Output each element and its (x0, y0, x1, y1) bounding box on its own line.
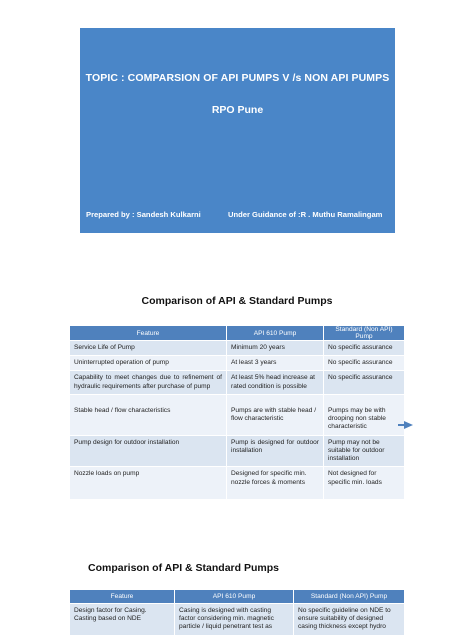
section2-heading: Comparison of API & Standard Pumps (88, 562, 279, 574)
header-api610: API 610 Pump (227, 326, 324, 341)
cell-api: At least 3 years (227, 356, 324, 371)
cell-standard: No specific guideline on NDE to ensure suitability of designed casing thickness except hydro (294, 604, 405, 636)
table-row (70, 604, 405, 636)
table-row (70, 467, 405, 499)
cell-feature: Stable head / flow characteristics (70, 394, 227, 435)
cell-api: Designed for specific min. nozzle forces & moments (227, 467, 324, 499)
table-row (70, 341, 405, 356)
cell-standard: No specific assurance (324, 371, 405, 394)
table-row (70, 435, 405, 467)
header-standard: Standard (Non API) Pump (294, 590, 405, 604)
table-row (70, 394, 405, 435)
table-row (70, 371, 405, 394)
cell-api: Casing is designed with casting factor considering min. magnetic particle / liquid penetrant test as (175, 604, 294, 636)
header-api610: API 610 Pump (175, 590, 294, 604)
cell-feature: Capability to meet changes due to refinement of hydraulic requirements after purchase of pump (70, 371, 227, 394)
prepared-by: Prepared by : Sandesh Kulkarni (86, 210, 201, 219)
cell-feature: Pump design for outdoor installation (70, 435, 227, 467)
topic-title: TOPIC : COMPARSION OF API PUMPS V /s NON API PUMPS (85, 72, 390, 84)
table-header-row (70, 326, 405, 341)
cell-api: At least 5% head increase at rated condition is possible (227, 371, 324, 394)
cell-standard: Pump may not be suitable for outdoor installation (324, 435, 405, 467)
cell-feature: Design factor for Casing. Casting based on NDE (70, 604, 175, 636)
header-feature: Feature (70, 326, 227, 341)
section1-heading: Comparison of API & Standard Pumps (141, 295, 333, 307)
cell-standard: No specific assurance (324, 356, 405, 371)
table-header-row (70, 590, 405, 604)
cell-feature: Service Life of Pump (70, 341, 227, 356)
cell-api: Pump is designed for outdoor installation (227, 435, 324, 467)
comparison-table-1 (69, 325, 405, 500)
header-feature: Feature (70, 590, 175, 604)
title-slide (80, 28, 395, 233)
arrow-right-icon (404, 421, 413, 429)
comparison-table-2 (69, 589, 405, 636)
cell-standard: Not designed for specific min. loads (324, 467, 405, 499)
subtitle: RPO Pune (211, 104, 264, 116)
cell-standard: No specific assurance (324, 341, 405, 356)
cell-feature: Uninterrupted operation of pump (70, 356, 227, 371)
header-standard: Standard (Non API) Pump (324, 326, 405, 341)
cell-api: Pumps are with stable head / flow characteristic (227, 394, 324, 435)
cell-feature: Nozzle loads on pump (70, 467, 227, 499)
guidance: Under Guidance of :R . Muthu Ramalingam (228, 210, 383, 219)
cell-api: Minimum 20 years (227, 341, 324, 356)
table-row (70, 356, 405, 371)
cell-standard: Pumps may be with drooping non stable characteristic (324, 394, 405, 435)
